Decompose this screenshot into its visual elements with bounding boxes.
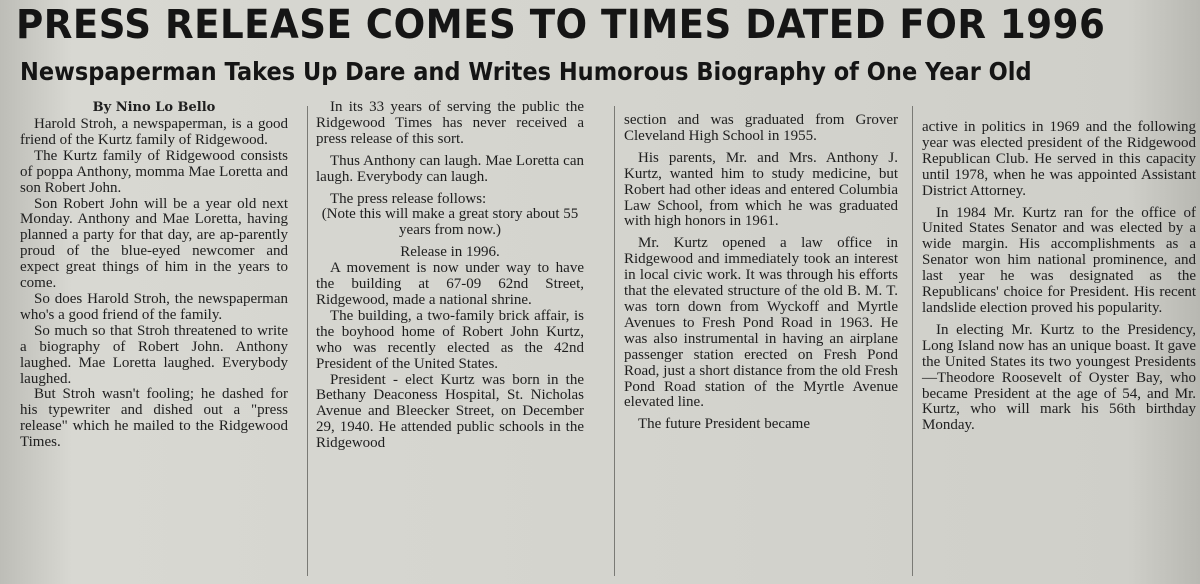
paragraph: His parents, Mr. and Mrs. Anthony J. Kurtz, wanted him to study medicine, but Robert had other ideas and entered Columbia Law School, from which he was graduated with high honors in 1961. [624, 149, 898, 230]
column-rule [614, 106, 615, 576]
paragraph: In 1984 Mr. Kurtz ran for the office of United States Senator and was elected by a wide margin. His accomplishments as a Senator won him national prominence, and last year he was designated as the Republicans' choice for President. His recent landslide election proved his popularity. [922, 204, 1196, 316]
article-column-3 [624, 113, 898, 433]
paragraph: The building, a two-family brick affair, is the boyhood home of Robert John Kurtz, who was recently elected as the 42nd President of the United States. [316, 307, 584, 372]
paragraph: Mr. Kurtz opened a law office in Ridgewood and immediately took an interest in local civic work. It was through his efforts that the elevated structure of the old B. M. T. was torn down from Wyckoff and Myrtle Avenues to Fresh Pond Road in 1963. He was also instrumental in having an airplane passenger station erected on Fresh Pond Road, just a short distance from the old Fresh Pond Road station of the Myrtle Avenue elevated line. [624, 235, 898, 411]
column-rule [307, 106, 308, 576]
column-rule [912, 106, 913, 576]
paragraph: The press release follows: [330, 190, 487, 207]
paragraph: Thus Anthony can laugh. Mae Loretta can laugh. Everybody can laugh. [316, 152, 584, 185]
paragraph: section and was graduated from Grover Cleveland High School in 1955. [624, 112, 898, 144]
paragraph: President - elect Kurtz was born in the Bethany Deaconess Hospital, St. Nicholas Avenue and Bleecker Street, on December 29, 1940. He attended public schools in the Ridgewood [316, 371, 584, 452]
paragraph: In its 33 years of serving the public the Ridgewood Times has never received a press release of this sort. [316, 99, 584, 147]
paragraph: But Stroh wasn't fooling; he dashed for his typewriter and dished out a "press release" which he mailed to the Ridgewood Times. [20, 386, 288, 451]
paragraph: Harold Stroh, a newspaperman, is a good friend of the Kurtz family of Ridgewood. [20, 116, 288, 148]
headline: PRESS RELEASE COMES TO TIMES DATED FOR 1996 [16, 2, 1106, 48]
article-column-4 [922, 120, 1196, 434]
article-column-2 [316, 100, 584, 452]
subheadline: Newspaperman Takes Up Dare and Writes Humorous Biography of One Year Old [20, 57, 1032, 86]
article-column-1 [20, 100, 288, 451]
release-line: Release in 1996. [400, 244, 500, 261]
paragraph: A movement is now under way to have the building at 67-09 62nd Street, Ridgewood, made a national shrine. [316, 260, 584, 308]
paragraph: So does Harold Stroh, the newspaperman who's a good friend of the family. [20, 290, 288, 323]
byline: By Nino Lo Bello [92, 100, 216, 115]
paragraph: Son Robert John will be a year old next Monday. Anthony and Mae Loretta, having planned a party for that day, are ap-parently proud of the blue-eyed newcomer and expect great things of him in the years to come. [20, 195, 288, 292]
paragraph: The future President became [638, 416, 811, 433]
editor-note: (Note this will make a great story about 55 years from now.) [321, 206, 579, 239]
paragraph: The Kurtz family of Ridgewood consists of poppa Anthony, momma Mae Loretta and son Robert John. [20, 147, 288, 196]
paragraph: active in politics in 1969 and the following year was elected president of the Ridgewood Republican Club. He served in this capacity until 1978, when he was appointed Assistant District Attorney. [922, 119, 1196, 199]
paragraph: In electing Mr. Kurtz to the Presidency, Long Island now has an unique boast. It gave the United States its two youngest Presidents—Theodore Roosevelt of Oyster Bay, who became President at the age of 54, and Mr. Kurtz, who will mark his 56th birthday Monday. [922, 321, 1196, 434]
paragraph: So much so that Stroh threatened to write a biography of Robert John. Anthony laughed. Mae Loretta laughed. Everybody laughed. [20, 322, 288, 387]
